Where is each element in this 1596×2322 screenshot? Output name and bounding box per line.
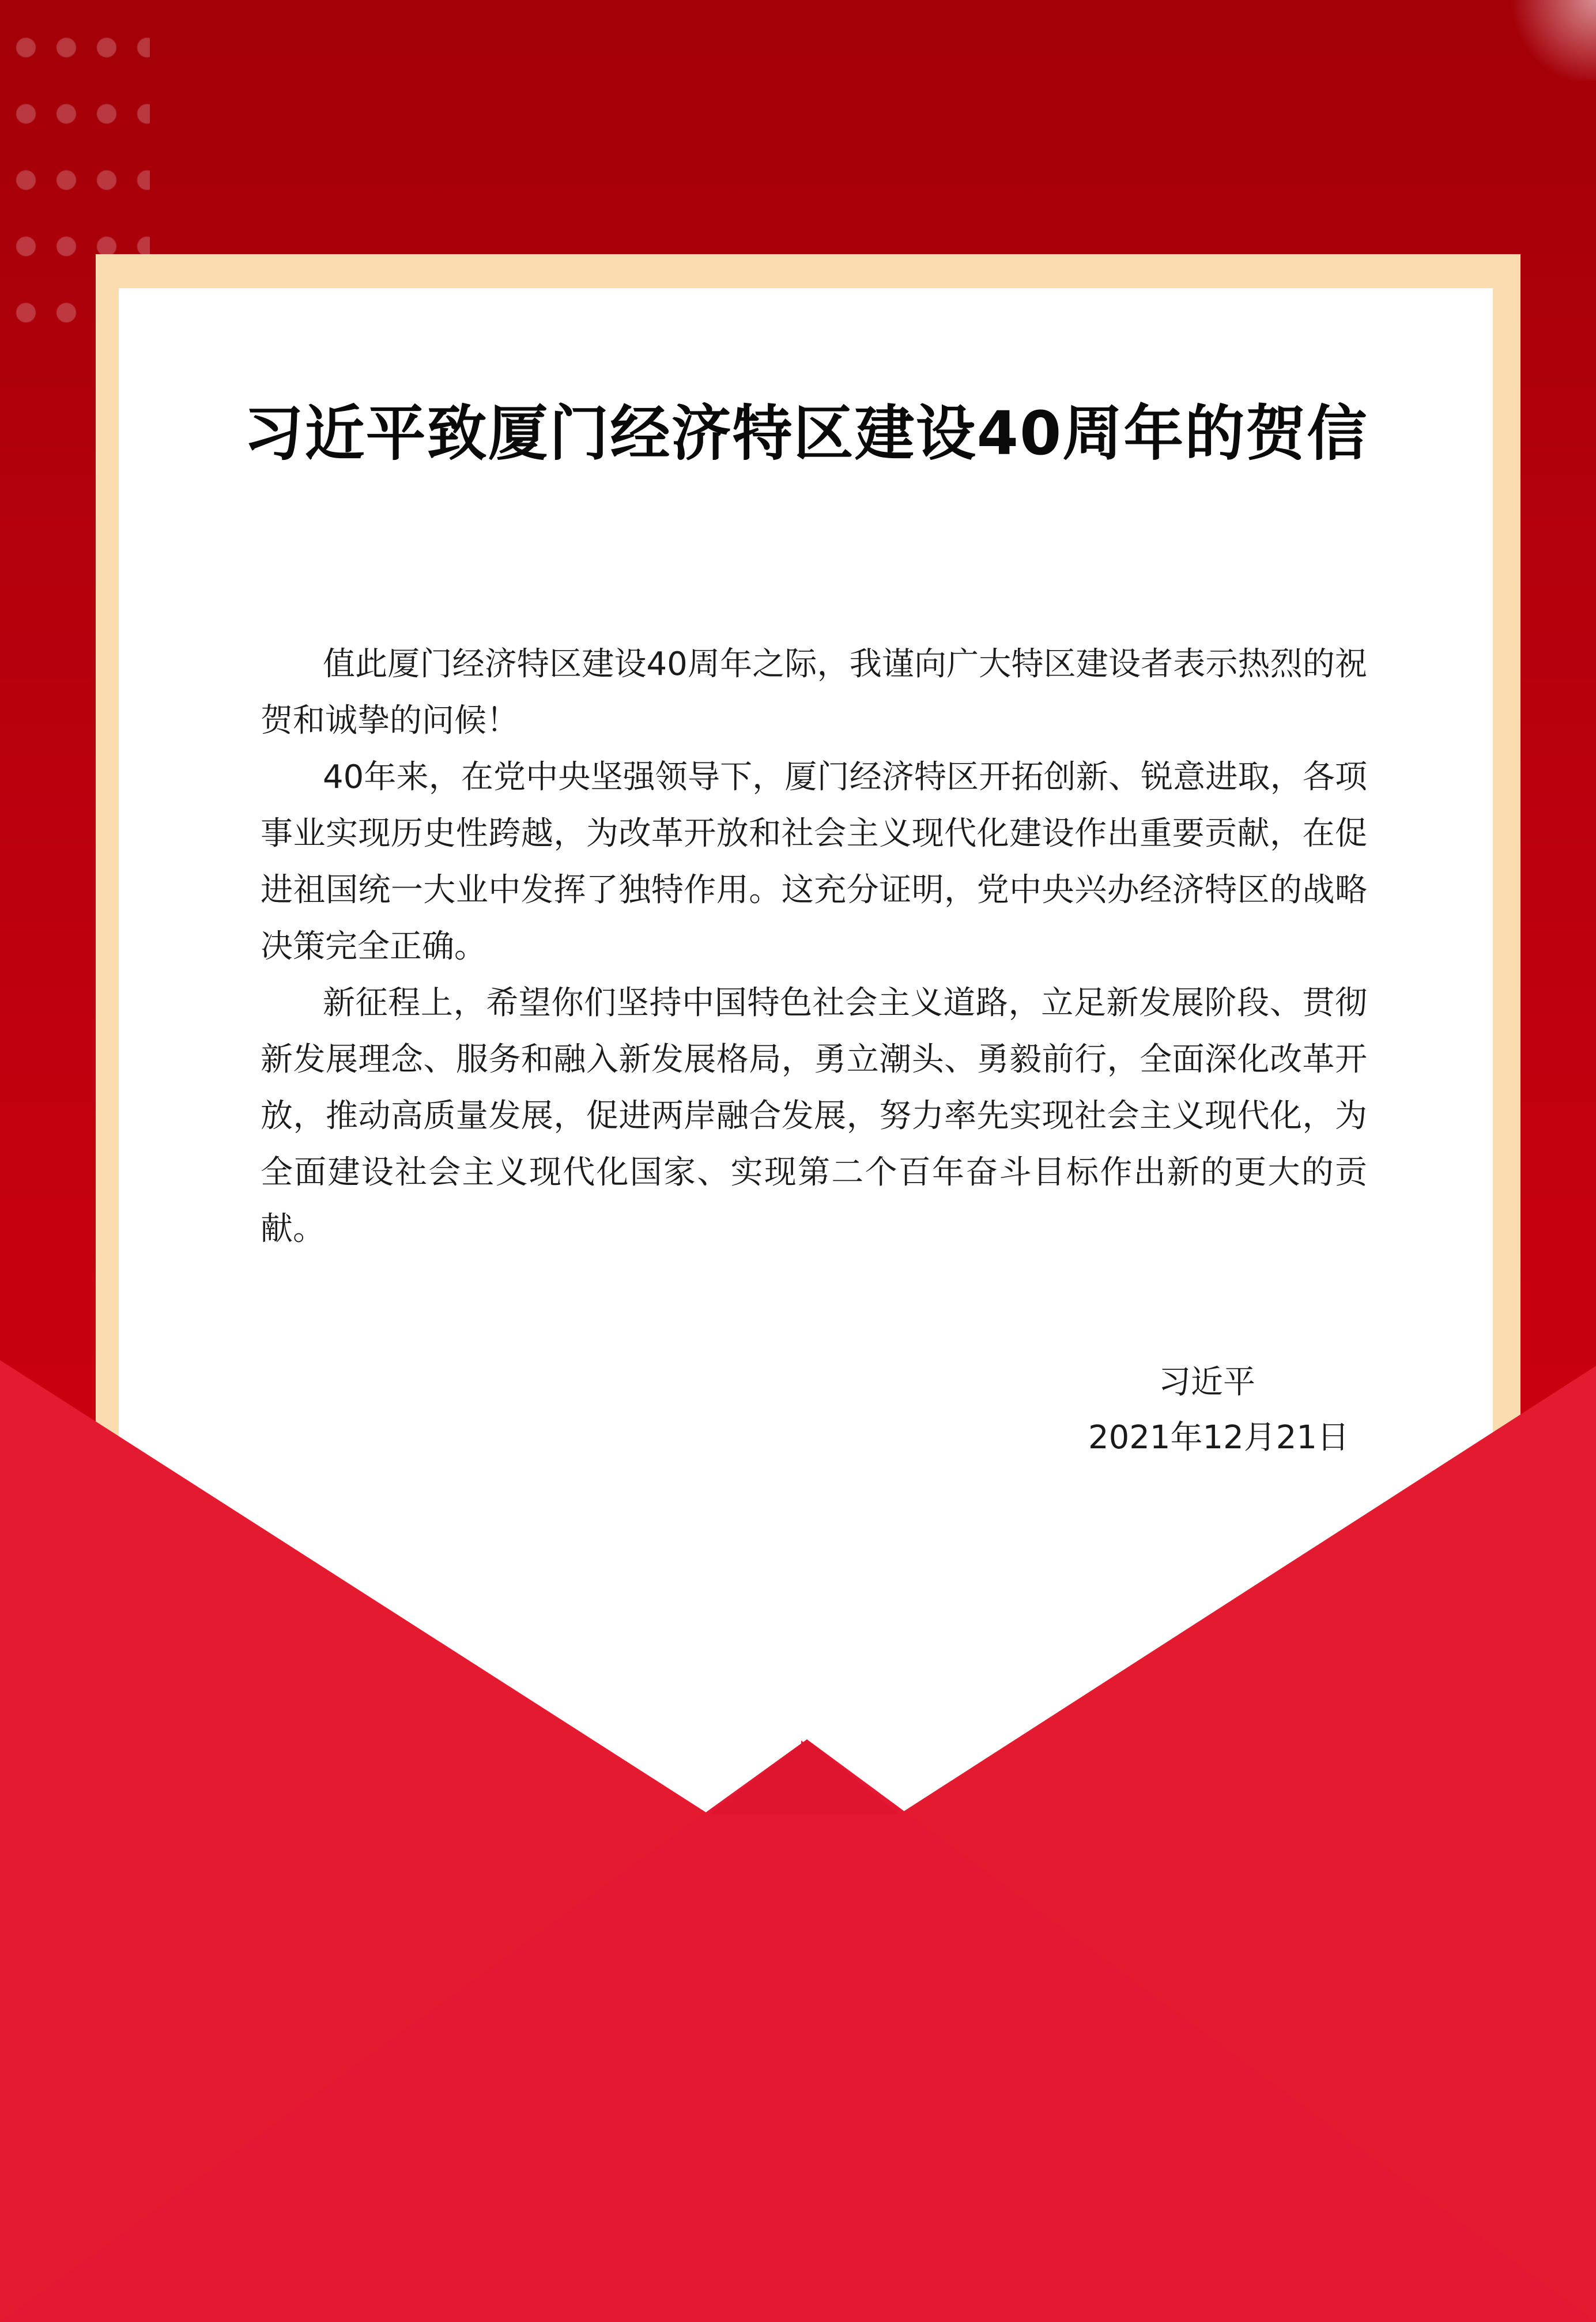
- letter-paragraph: 新征程上，希望你们坚持中国特色社会主义道路，立足新发展阶段、贯彻新发展理念、服务和融入新发展格局，勇立潮头、勇毅前行，全面深化改革开放，推动高质量发展，促进两岸融合发展，努力率先实现社会主义现代化，为全面建设社会主义现代化国家、实现第二个百年奋斗目标作出新的更大的贡献。: [261, 984, 1367, 1248]
- letter-paragraph: 值此厦门经济特区建设40周年之际，我谨向广大特区建设者表示热烈的祝贺和诚挚的问候！: [261, 645, 1367, 739]
- signature: 习近平: [1159, 1364, 1255, 1401]
- letter-title: 习近平致厦门经济特区建设40周年的贺信: [243, 398, 1368, 469]
- letter-paragraph: 40年来，在党中央坚强领导下，厦门经济特区开拓创新、锐意进取，各项事业实现历史性跨越，为改革开放和社会主义现代化建设作出重要贡献，在促进祖国统一大业中发挥了独特作用。这充分证明，党中央兴办经济特区的战略决策完全正确。: [261, 758, 1367, 965]
- envelope-center-shadow: [709, 1739, 899, 1814]
- letter-date: 2021年12月21日: [1088, 1419, 1350, 1456]
